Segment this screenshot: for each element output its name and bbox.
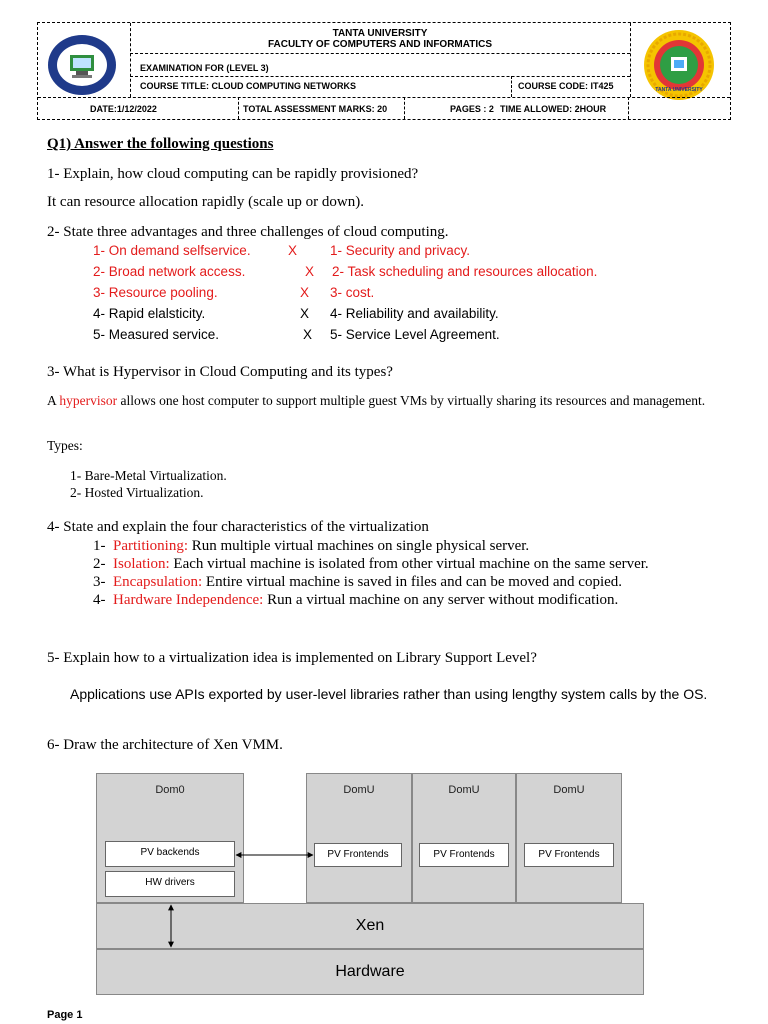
characteristic-item: 1- Partitioning: Run multiple virtual machines on single physical server.: [93, 538, 530, 554]
separator-x: X: [303, 327, 313, 342]
header-divider: [238, 97, 239, 119]
challenge-item: 2- Task scheduling and resources allocation.: [332, 264, 598, 279]
separator-x: X: [288, 243, 298, 258]
question-6: 6- Draw the architecture of Xen VMM.: [47, 737, 283, 753]
faculty-name: FACULTY OF COMPUTERS AND INFORMATICS: [267, 39, 493, 50]
header-divider: [511, 76, 512, 97]
type-item: 1- Bare-Metal Virtualization.: [70, 468, 227, 483]
challenge-item: 5- Service Level Agreement.: [330, 327, 500, 342]
hw-drivers-box: HW drivers: [105, 871, 235, 897]
advantage-item: 1- On demand selfservice.: [93, 243, 251, 258]
total-marks: TOTAL ASSESSMENT MARKS: 20: [243, 104, 388, 114]
advantage-item: 5- Measured service.: [93, 327, 220, 342]
challenge-item: 1- Security and privacy.: [330, 243, 471, 258]
pv-frontends-box: PV Frontends: [419, 843, 509, 867]
challenge-item: 3- cost.: [330, 285, 375, 300]
header-divider: [404, 97, 405, 119]
dom0-label: Dom0: [155, 784, 185, 796]
pv-backends-box: PV backends: [105, 841, 235, 867]
challenge-item: 4- Reliability and availability.: [330, 306, 499, 321]
hypervisor-term: hypervisor: [59, 393, 118, 408]
course-code: COURSE CODE: IT425: [518, 81, 614, 91]
header-divider: [630, 23, 631, 97]
university-name: TANTA UNIVERSITY: [332, 28, 428, 39]
answer-3: A hypervisor allows one host computer to support multiple guest VMs by virtually sharing its resources and management.: [47, 393, 706, 408]
page-footer: Page 1: [47, 1009, 83, 1021]
domu-label: DomU: [343, 784, 375, 796]
answer-5: Applications use APIs exported by user-level libraries rather than using lengthy system calls by the OS.: [70, 686, 708, 702]
separator-x: X: [300, 285, 310, 300]
question-1: 1- Explain, how cloud computing can be rapidly provisioned?: [47, 166, 419, 182]
course-title: COURSE TITLE: CLOUD COMPUTING NETWORKS: [140, 81, 356, 91]
section-title: Q1) Answer the following questions: [47, 136, 274, 152]
types-label: Types:: [47, 438, 83, 453]
university-logo-icon: [643, 29, 715, 101]
domu-label: DomU: [448, 784, 480, 796]
hardware-label: Hardware: [335, 963, 405, 980]
diagram-arrows: [96, 773, 646, 997]
header-divider: [130, 53, 630, 54]
separator-x: X: [305, 264, 315, 279]
question-2: 2- State three advantages and three challenges of cloud computing.: [47, 224, 449, 240]
exam-date: DATE:1/12/2022: [90, 104, 157, 114]
faculty-logo-icon: [46, 29, 118, 101]
advantage-item: 4- Rapid elalsticity.: [93, 306, 206, 321]
answer-1: It can resource allocation rapidly (scale up or down).: [47, 194, 364, 210]
domu-label: DomU: [553, 784, 585, 796]
pv-frontends-box: PV Frontends: [524, 843, 614, 867]
characteristic-item: 4- Hardware Independence: Run a virtual machine on any server without modification.: [93, 592, 619, 608]
time-allowed: TIME ALLOWED: 2HOUR: [500, 104, 607, 114]
header-divider: [628, 97, 629, 119]
characteristic-item: 3- Encapsulation: Entire virtual machine is saved in files and can be moved and copied.: [93, 574, 623, 590]
page-count: PAGES : 2: [450, 104, 494, 114]
type-item: 2- Hosted Virtualization.: [70, 485, 204, 500]
advantage-item: 2- Broad network access.: [93, 264, 246, 279]
xen-label: Xen: [355, 917, 385, 934]
question-4: 4- State and explain the four characteristics of the virtualization: [47, 519, 429, 535]
characteristic-item: 2- Isolation: Each virtual machine is isolated from other virtual machine on the same server.: [93, 556, 649, 572]
question-5: 5- Explain how to a virtualization idea is implemented on Library Support Level?: [47, 650, 537, 666]
svg-text:TANTA UNIVERSITY: TANTA UNIVERSITY: [655, 87, 703, 93]
pv-frontends-box: PV Frontends: [314, 843, 402, 867]
advantage-item: 3- Resource pooling.: [93, 285, 218, 300]
xen-architecture-diagram: [96, 773, 646, 997]
separator-x: X: [300, 306, 310, 321]
examination-level: EXAMINATION FOR (LEVEL 3): [140, 63, 269, 73]
header-divider: [38, 97, 730, 98]
header-divider: [130, 76, 630, 77]
question-3: 3- What is Hypervisor in Cloud Computing and its types?: [47, 364, 393, 380]
exam-header: [37, 22, 731, 120]
